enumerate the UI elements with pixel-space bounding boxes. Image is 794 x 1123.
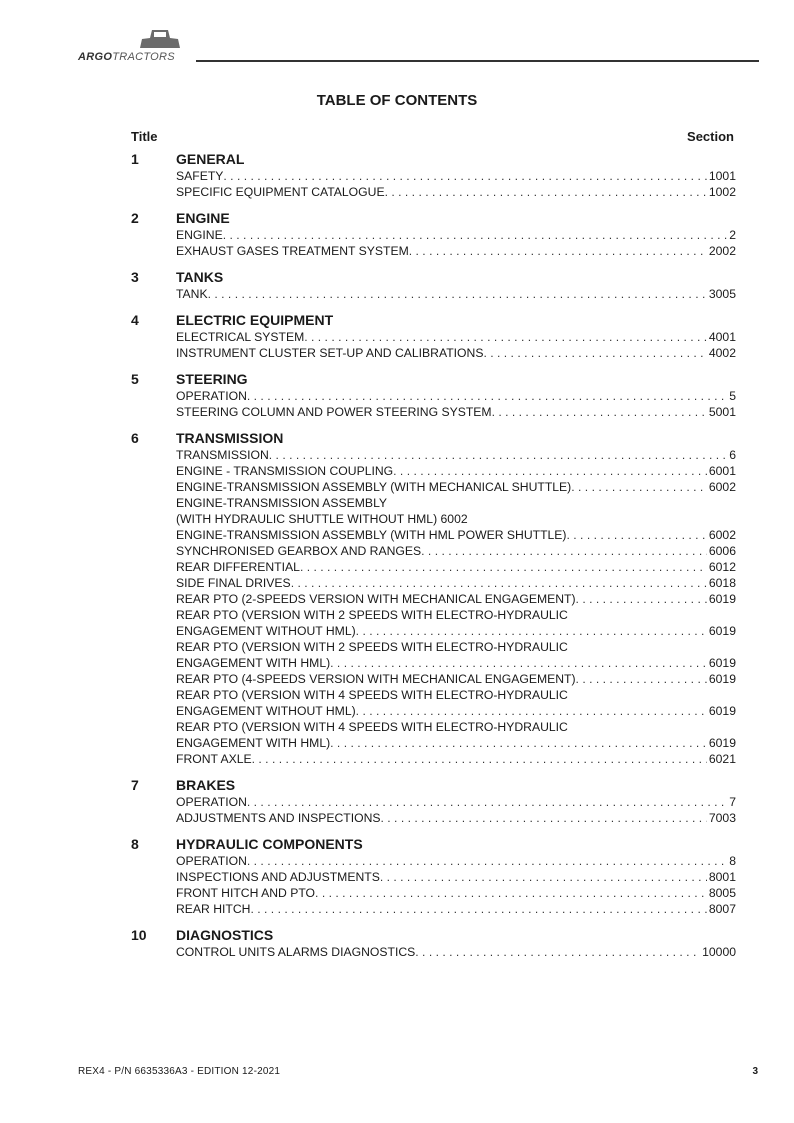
dot-leader [421, 543, 707, 559]
toc-entry-section: 8005 [708, 886, 736, 900]
chapter-title: GENERAL [176, 151, 245, 167]
page-title: TABLE OF CONTENTS [316, 92, 478, 109]
dot-leader [393, 463, 707, 479]
dot-leader [409, 243, 707, 259]
column-header-title: Title [131, 129, 158, 144]
chapter-number: 5 [131, 371, 139, 387]
toc-entry-section: 10000 [702, 945, 736, 959]
toc-entry[interactable] [176, 329, 736, 345]
toc-entry-section: 1002 [708, 185, 736, 199]
dot-leader [571, 479, 707, 495]
dot-leader [247, 794, 727, 810]
dot-leader [247, 388, 727, 404]
tractor-logo-icon [136, 26, 182, 50]
dot-leader [492, 404, 707, 420]
toc-entry[interactable] [176, 227, 736, 243]
toc-entry[interactable] [176, 463, 736, 479]
toc-entry-section: 6019 [708, 592, 736, 606]
dot-leader [576, 671, 707, 687]
toc-entry[interactable] [176, 447, 736, 463]
toc-entry-label: REAR DIFFERENTIAL [176, 560, 300, 574]
toc-entry-section: 6019 [708, 736, 736, 750]
toc-entry-label: INSTRUMENT CLUSTER SET-UP AND CALIBRATIONS [176, 346, 484, 360]
toc-entry-label: REAR PTO (2-SPEEDS VERSION WITH MECHANICAL ENGAGEMENT) [176, 592, 576, 606]
header-rule [196, 60, 759, 62]
toc-entry-section: 2002 [708, 244, 736, 258]
toc-entry-label: SPECIFIC EQUIPMENT CATALOGUE [176, 185, 385, 199]
chapter-title: ENGINE [176, 210, 230, 226]
chapter-body [176, 776, 736, 826]
toc-entry-section: 6002 [708, 528, 736, 542]
toc-chapter [131, 209, 736, 259]
toc-entry[interactable] [176, 168, 736, 184]
dot-leader [381, 810, 707, 826]
toc-chapter [131, 311, 736, 361]
dot-leader [356, 623, 707, 639]
dot-leader [269, 447, 727, 463]
toc-entry-line[interactable]: REAR PTO (VERSION WITH 4 SPEEDS WITH ELECTRO-HYDRAULIC [176, 720, 568, 734]
toc-entry-section: 6 [729, 448, 736, 462]
dot-leader [223, 227, 727, 243]
toc-entry[interactable] [176, 901, 736, 917]
toc-entry-label: ENGAGEMENT WITHOUT HML) [176, 704, 356, 718]
toc-entry-section: 8001 [708, 870, 736, 884]
chapter-number: 3 [131, 269, 139, 285]
toc-entry-label: ENGINE-TRANSMISSION ASSEMBLY (WITH MECHANICAL SHUTTLE) [176, 480, 572, 494]
toc-entry-section: 7003 [708, 811, 736, 825]
toc-entry-label: EXHAUST GASES TREATMENT SYSTEM [176, 244, 409, 258]
toc-chapter [131, 926, 736, 960]
chapter-body [176, 311, 736, 361]
toc-entry-label: ENGINE - TRANSMISSION COUPLING [176, 464, 394, 478]
column-header-section: Section [687, 129, 734, 144]
toc-entry[interactable] [176, 703, 736, 719]
chapter-title: DIAGNOSTICS [176, 927, 274, 943]
toc-entry[interactable] [176, 944, 736, 960]
toc-entry-section: 6001 [708, 464, 736, 478]
toc-entry[interactable] [176, 885, 736, 901]
toc-entry-label: OPERATION [176, 795, 247, 809]
logo-text-rest: TRACTORS [112, 51, 175, 63]
dot-leader [300, 559, 707, 575]
toc-entry-section: 8 [729, 854, 736, 868]
chapter-body [176, 209, 736, 259]
toc-entry-section: 2 [729, 228, 736, 242]
dot-leader [250, 901, 706, 917]
toc-entry-section: 6002 [708, 480, 736, 494]
toc-entry-section: 6019 [708, 704, 736, 718]
toc-entry-line[interactable]: ENGINE-TRANSMISSION ASSEMBLY [176, 496, 388, 510]
logo-text [78, 51, 175, 63]
toc-entry[interactable] [176, 794, 736, 810]
toc-entry-line[interactable]: REAR PTO (VERSION WITH 2 SPEEDS WITH ELECTRO-HYDRAULIC [176, 640, 568, 654]
toc-entry-label: STEERING COLUMN AND POWER STEERING SYSTEM [176, 405, 492, 419]
chapter-body [176, 926, 736, 960]
chapter-title: TRANSMISSION [176, 430, 284, 446]
toc-entry[interactable] [176, 559, 736, 575]
toc-entry-section: 6018 [708, 576, 736, 590]
toc-entry-label: SYNCHRONISED GEARBOX AND RANGES [176, 544, 422, 558]
toc-chapter [131, 150, 736, 200]
toc-entry-label: ENGINE [176, 228, 223, 242]
toc-entry-section: 6019 [708, 656, 736, 670]
chapter-number: 4 [131, 312, 139, 328]
toc-entry-section: 6006 [708, 544, 736, 558]
dot-leader [380, 869, 707, 885]
toc-entry-line[interactable]: (WITH HYDRAULIC SHUTTLE WITHOUT HML) 6002 [176, 512, 468, 526]
footer-page-number: 3 [752, 1066, 758, 1077]
toc-entry-section: 6021 [708, 752, 736, 766]
chapter-title: HYDRAULIC COMPONENTS [176, 836, 363, 852]
toc-entry-section: 8007 [708, 902, 736, 916]
dot-leader [315, 885, 707, 901]
toc-entry[interactable] [176, 810, 736, 826]
toc-entry-section: 5001 [708, 405, 736, 419]
toc-entry[interactable] [176, 286, 736, 302]
toc-entry-label: ENGINE-TRANSMISSION ASSEMBLY (WITH HML POWER SHUTTLE) [176, 528, 567, 542]
dot-leader [415, 944, 700, 960]
toc-entry-line[interactable]: REAR PTO (VERSION WITH 2 SPEEDS WITH ELECTRO-HYDRAULIC [176, 608, 568, 622]
toc-entry-label: OPERATION [176, 389, 247, 403]
chapter-title: ELECTRIC EQUIPMENT [176, 312, 334, 328]
toc-entry[interactable] [176, 575, 736, 591]
toc-entry[interactable] [176, 243, 736, 259]
toc-entry-label: SAFETY [176, 169, 224, 183]
chapter-title: BRAKES [176, 777, 236, 793]
toc-entry-section: 6019 [708, 672, 736, 686]
toc-entry-section: 6019 [708, 624, 736, 638]
chapter-number: 2 [131, 210, 139, 226]
chapter-body [176, 835, 736, 917]
toc-entry-section: 4001 [708, 330, 736, 344]
toc-entry-label: REAR HITCH [176, 902, 251, 916]
chapter-body [176, 429, 736, 767]
toc-entry-label: FRONT HITCH AND PTO [176, 886, 316, 900]
toc-entry-label: TANK [176, 287, 208, 301]
toc-entry-label: SIDE FINAL DRIVES [176, 576, 291, 590]
toc-entry[interactable] [176, 869, 736, 885]
chapter-number: 6 [131, 430, 139, 446]
chapter-number: 10 [131, 927, 147, 943]
toc-entry-section: 5 [729, 389, 736, 403]
chapter-body [176, 268, 736, 302]
chapter-number: 8 [131, 836, 139, 852]
toc-entry[interactable] [176, 479, 736, 495]
chapter-title: TANKS [176, 269, 224, 285]
toc-entry-section: 7 [729, 795, 736, 809]
toc-entry[interactable] [176, 623, 736, 639]
footer-document-id: REX4 - P/N 6635336A3 - EDITION 12-2021 [78, 1066, 281, 1077]
toc-entry-label: ENGAGEMENT WITH HML) [176, 736, 331, 750]
toc-entry-line[interactable]: REAR PTO (VERSION WITH 4 SPEEDS WITH ELECTRO-HYDRAULIC [176, 688, 568, 702]
chapter-number: 1 [131, 151, 139, 167]
toc-entry-section: 4002 [708, 346, 736, 360]
dot-leader [330, 735, 707, 751]
dot-leader [356, 703, 707, 719]
toc-entry[interactable] [176, 751, 736, 767]
toc-entry[interactable] [176, 671, 736, 687]
toc-entry[interactable] [176, 345, 736, 361]
dot-leader [291, 575, 707, 591]
dot-leader [252, 751, 707, 767]
toc-entry-label: ENGAGEMENT WITHOUT HML) [176, 624, 356, 638]
toc-entry[interactable] [176, 591, 736, 607]
toc-entry-label: TRANSMISSION [176, 448, 269, 462]
toc-entry[interactable] [176, 853, 736, 869]
toc-entry[interactable] [176, 655, 736, 671]
toc-entry[interactable] [176, 543, 736, 559]
toc-entry-label: FRONT AXLE [176, 752, 252, 766]
argo-tractors-logo [78, 26, 198, 66]
toc-entry-section: 6012 [708, 560, 736, 574]
chapter-body [176, 150, 736, 200]
toc-entry-section: 3005 [708, 287, 736, 301]
toc-entry[interactable] [176, 388, 736, 404]
toc-entry[interactable] [176, 527, 736, 543]
chapter-title: STEERING [176, 371, 248, 387]
toc-entry-label: INSPECTIONS AND ADJUSTMENTS [176, 870, 380, 884]
toc-entry-section: 1001 [708, 169, 736, 183]
toc-chapter [131, 835, 736, 917]
toc-entry-label: ENGAGEMENT WITH HML) [176, 656, 331, 670]
dot-leader [247, 853, 727, 869]
dot-leader [576, 591, 707, 607]
chapter-body [176, 370, 736, 420]
dot-leader [223, 168, 706, 184]
dot-leader [208, 286, 707, 302]
dot-leader [304, 329, 707, 345]
toc-entry[interactable] [176, 184, 736, 200]
toc-entry-label: OPERATION [176, 854, 247, 868]
dot-leader [330, 655, 707, 671]
table-of-contents [131, 150, 736, 969]
toc-entry-label: ELECTRICAL SYSTEM [176, 330, 305, 344]
toc-entry-label: ADJUSTMENTS AND INSPECTIONS [176, 811, 381, 825]
toc-entry[interactable] [176, 735, 736, 751]
dot-leader [385, 184, 707, 200]
toc-entry-label: REAR PTO (4-SPEEDS VERSION WITH MECHANICAL ENGAGEMENT) [176, 672, 576, 686]
chapter-number: 7 [131, 777, 139, 793]
toc-chapter [131, 429, 736, 767]
dot-leader [567, 527, 707, 543]
dot-leader [483, 345, 706, 361]
toc-chapter [131, 776, 736, 826]
toc-entry-label: CONTROL UNITS ALARMS DIAGNOSTICS [176, 945, 416, 959]
logo-text-bold: ARGO [78, 51, 113, 63]
toc-chapter [131, 268, 736, 302]
toc-entry[interactable] [176, 404, 736, 420]
toc-chapter [131, 370, 736, 420]
